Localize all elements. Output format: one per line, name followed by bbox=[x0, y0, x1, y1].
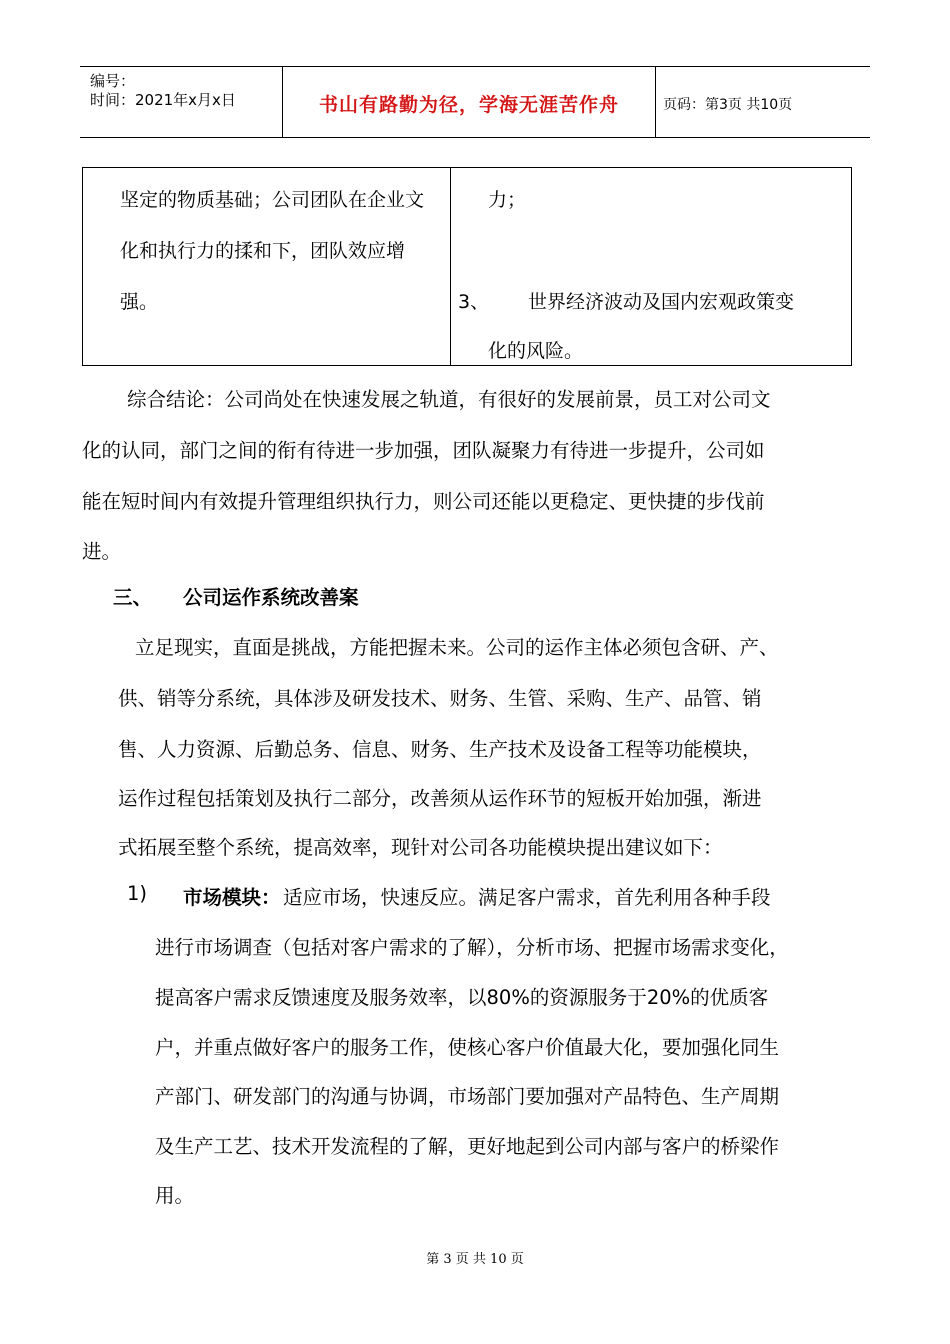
conclusion-line: 进。 bbox=[82, 540, 122, 563]
date-label: 时间：2021年x月x日 bbox=[90, 91, 236, 109]
intro-line: 式拓展至整个系统，提高效率，现针对公司各功能模块提出建议如下： bbox=[118, 836, 723, 859]
header-meta bbox=[80, 67, 282, 137]
section-title: 公司运作系统改善案 bbox=[183, 586, 359, 609]
item-label: 市场模块： bbox=[183, 886, 281, 909]
item-line: 用。 bbox=[155, 1184, 195, 1207]
item-line: 及生产工艺、技术开发流程的了解，更好地起到公司内部与客户的桥梁作 bbox=[155, 1135, 780, 1158]
motto: 书山有路勤为径，学海无涯苦作舟 bbox=[318, 94, 619, 116]
item-line: 进行市场调查（包括对客户需求的了解），分析市场、把握市场需求变化， bbox=[155, 936, 789, 959]
table-right-item-text: 世界经济波动及国内宏观政策变 bbox=[528, 291, 795, 313]
header-motto-cell bbox=[282, 67, 656, 137]
item-first-line: 适应市场，快速反应。满足客户需求，首先利用各种手段 bbox=[283, 886, 771, 909]
item-line: 户，并重点做好客户的服务工作，使核心客户价值最大化，要加强化同生 bbox=[155, 1036, 780, 1059]
table-right-line: 力； bbox=[488, 189, 527, 211]
item-line: 产部门、研发部门的沟通与协调，市场部门要加强对产品特色、生产周期 bbox=[155, 1085, 780, 1108]
item-line: 提高客户需求反馈速度及服务效率，以80%的资源服务于20%的优质客 bbox=[155, 986, 769, 1009]
intro-line: 立足现实，直面是挑战，方能把握未来。公司的运作主体必须包含研、产、 bbox=[135, 636, 779, 659]
section-number: 三、 bbox=[113, 586, 153, 609]
page-info: 页码：第3页 共10页 bbox=[663, 97, 793, 113]
intro-line: 供、销等分系统，具体涉及研发技术、财务、生管、采购、生产、品管、销 bbox=[118, 687, 762, 710]
continued-table bbox=[82, 167, 852, 366]
intro-line: 售、人力资源、后勤总务、信息、财务、生产技术及设备工程等功能模块， bbox=[118, 738, 762, 761]
item-number: 1) bbox=[127, 882, 148, 905]
conclusion-line: 综合结论：公司尚处在快速发展之轨道，有很好的发展前景，员工对公司文 bbox=[127, 388, 771, 411]
conclusion-line: 能在短时间内有效提升管理组织执行力，则公司还能以更稳定、更快捷的步伐前 bbox=[82, 490, 765, 513]
page-footer: 第 3 页 共 10 页 bbox=[426, 1252, 524, 1267]
table-left-line: 化和执行力的揉和下，团队效应增 bbox=[120, 240, 406, 262]
conclusion-line: 化的认同，部门之间的衔有待进一步加强，团队凝聚力有待进一步提升，公司如 bbox=[82, 439, 765, 462]
number-label: 编号： bbox=[90, 72, 136, 90]
intro-line: 运作过程包括策划及执行二部分，改善须从运作环节的短板开始加强，渐进 bbox=[118, 787, 762, 810]
header-page-cell bbox=[655, 67, 870, 137]
table-left-line: 强。 bbox=[120, 291, 159, 313]
table-right-item-num: 3、 bbox=[458, 291, 490, 313]
table-right-item-cont: 化的风险。 bbox=[488, 340, 584, 362]
page-header bbox=[80, 66, 870, 138]
table-left-line: 坚定的物质基础；公司团队在企业文 bbox=[120, 189, 425, 211]
table-divider bbox=[450, 168, 451, 365]
